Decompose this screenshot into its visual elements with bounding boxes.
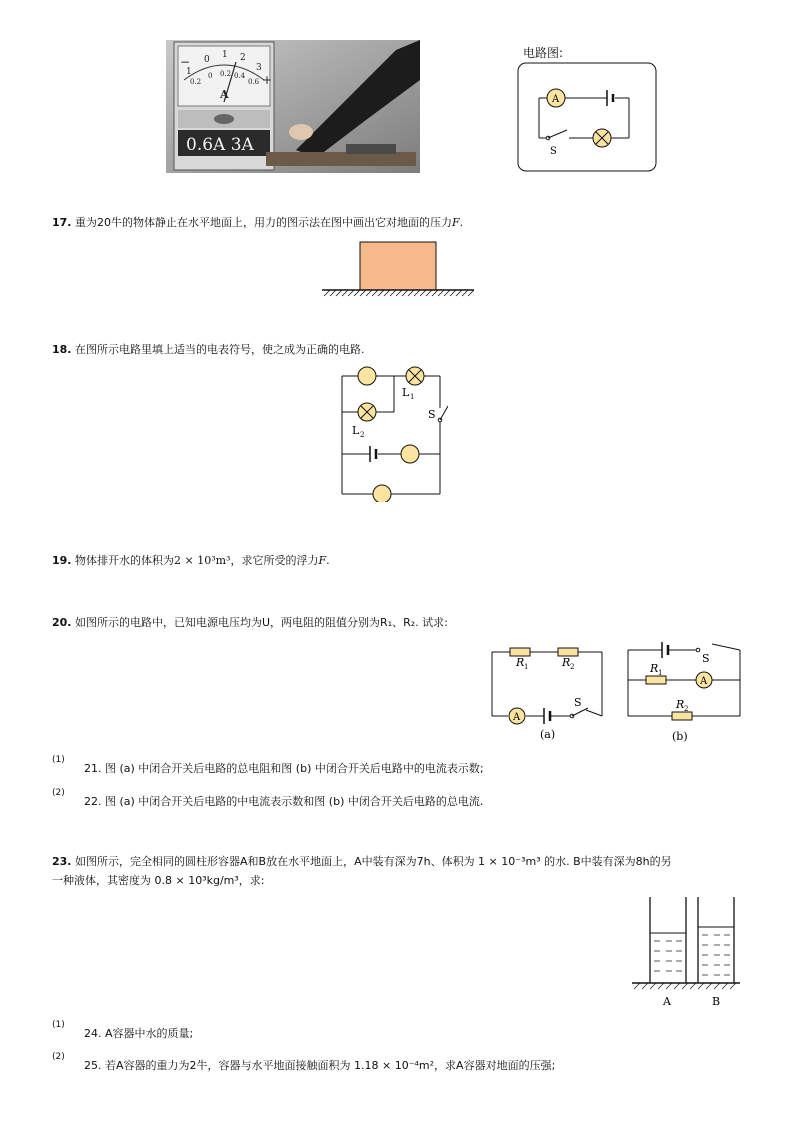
scale-label-5: 3 [256, 63, 262, 73]
q18-number: 18. [52, 343, 72, 356]
question-17 [52, 215, 463, 231]
scale-label-1: 1 [186, 67, 192, 77]
inner-label-4: 0.4 [234, 72, 246, 80]
q20a-caption: (a) [540, 728, 556, 741]
inner-label-5: 0.6 [248, 78, 260, 86]
q20-sub1: 21. 图 (a) 中闭合开关后电路的总电阻和图 (b) 中闭合开关后电路中的电流表示数; [84, 762, 484, 775]
q20-text: 如图所示的电路中，已知电源电压均为U，两电阻的阻值分别为R₁、R₂. 试求: [75, 616, 448, 629]
q20b-ammeter-label: A [700, 676, 708, 687]
block-on-ground-diagram [320, 240, 476, 298]
q23-number: 23. [52, 855, 72, 868]
q18-L2-label: L [352, 424, 360, 437]
inner-label-1: 0.2 [190, 78, 202, 86]
q17-number: 17. [52, 216, 72, 229]
unit-label: A [220, 88, 229, 101]
q19-tail: . [326, 554, 330, 567]
q20-figure-b [624, 636, 744, 745]
q23-text-line1: 如图所示，完全相同的圆柱形容器A和B放在水平地面上，A中装有深为7h、体积为 1 × 10⁻³m³ 的水. B中装有深为8h的另 [75, 855, 672, 868]
q17-tail: . [459, 216, 464, 229]
containers-diagram [630, 895, 742, 1011]
q20-sub2: 22. 图 (a) 中闭合开关后电路的中电流表示数和图 (b) 中闭合开关后电路的总电流. [84, 795, 484, 808]
q18-L1-label: L [402, 386, 410, 399]
switch-label: S [550, 146, 557, 157]
q20-number: 20. [52, 616, 72, 629]
q20a-switch-label: S [574, 696, 582, 709]
q20b-switch-label: S [702, 652, 710, 665]
question-23 [52, 854, 672, 870]
plus-sign: + [262, 73, 273, 87]
inner-label-3: 0.2 [220, 70, 232, 78]
question-20 [52, 615, 448, 631]
question-19 [52, 553, 330, 569]
q18-text: 在图所示电路里填上适当的电表符号，使之成为正确的电路. [75, 343, 365, 356]
q20a-ammeter-label: A [513, 712, 521, 723]
q20a-R1-sub: 1 [524, 663, 529, 671]
q20b-caption: (b) [672, 730, 688, 743]
ammeter-photo [166, 40, 420, 173]
q23-sub1: 24. A容器中水的质量; [84, 1027, 194, 1040]
scale-label-2: 0 [204, 55, 210, 65]
q19-number: 19. [52, 554, 72, 567]
q23-sub1-tag: (1) [52, 1020, 65, 1030]
minus-sign: − [180, 55, 191, 69]
q19-var: F [318, 554, 327, 567]
q19-text-b: ，求它所受的浮力 [230, 554, 319, 567]
q19-text-a: 物体排开水的体积为 [75, 554, 174, 567]
q20-sub1-tag: (1) [52, 755, 65, 765]
q23-sub2: 25. 若A容器的重力为2牛，容器与水平地面接触面积为 1.18 × 10⁻⁴m²，求A容器对地面的压强; [84, 1059, 556, 1072]
q20b-R1-sub: 1 [658, 669, 663, 677]
range-label: 0.6A 3A [186, 135, 254, 155]
q23-text-line2: 一种液体，其密度为 0.8 × 10³kg/m³，求: [52, 874, 265, 887]
container-B-label: B [712, 995, 721, 1008]
q19-formula: 2 × 10³m³ [174, 554, 231, 567]
question-18 [52, 342, 365, 358]
q20-sub2-tag: (2) [52, 788, 65, 798]
scale-label-3: 1 [222, 50, 228, 60]
q18-circuit-diagram [336, 362, 448, 502]
q17-text: 重为20牛的物体静止在水平地面上，用力的图示法在图中画出它对地面的压力 [75, 216, 452, 229]
q20a-R1-label: R [516, 656, 525, 669]
q23-sub2-tag: (2) [52, 1052, 65, 1062]
q18-switch-label: S [428, 408, 436, 421]
q20-figure-a [488, 640, 606, 745]
q20b-R2-sub: 2 [684, 705, 689, 713]
scale-label-4: 2 [240, 53, 246, 63]
container-A-label: A [663, 995, 671, 1008]
q18-L2-sub: 2 [360, 431, 365, 439]
ammeter-symbol-label: A [552, 94, 560, 105]
q20a-R2-label: R [562, 656, 571, 669]
inner-label-2: 0 [208, 72, 213, 80]
q17-var: F [452, 216, 460, 229]
q20b-R2-label: R [676, 698, 685, 711]
q18-L1-sub: 1 [410, 393, 415, 401]
top-circuit-diagram [517, 62, 657, 172]
q20a-R2-sub: 2 [570, 663, 575, 671]
q20b-R1-label: R [650, 662, 659, 675]
circuit-title: 电路图: [523, 46, 564, 60]
